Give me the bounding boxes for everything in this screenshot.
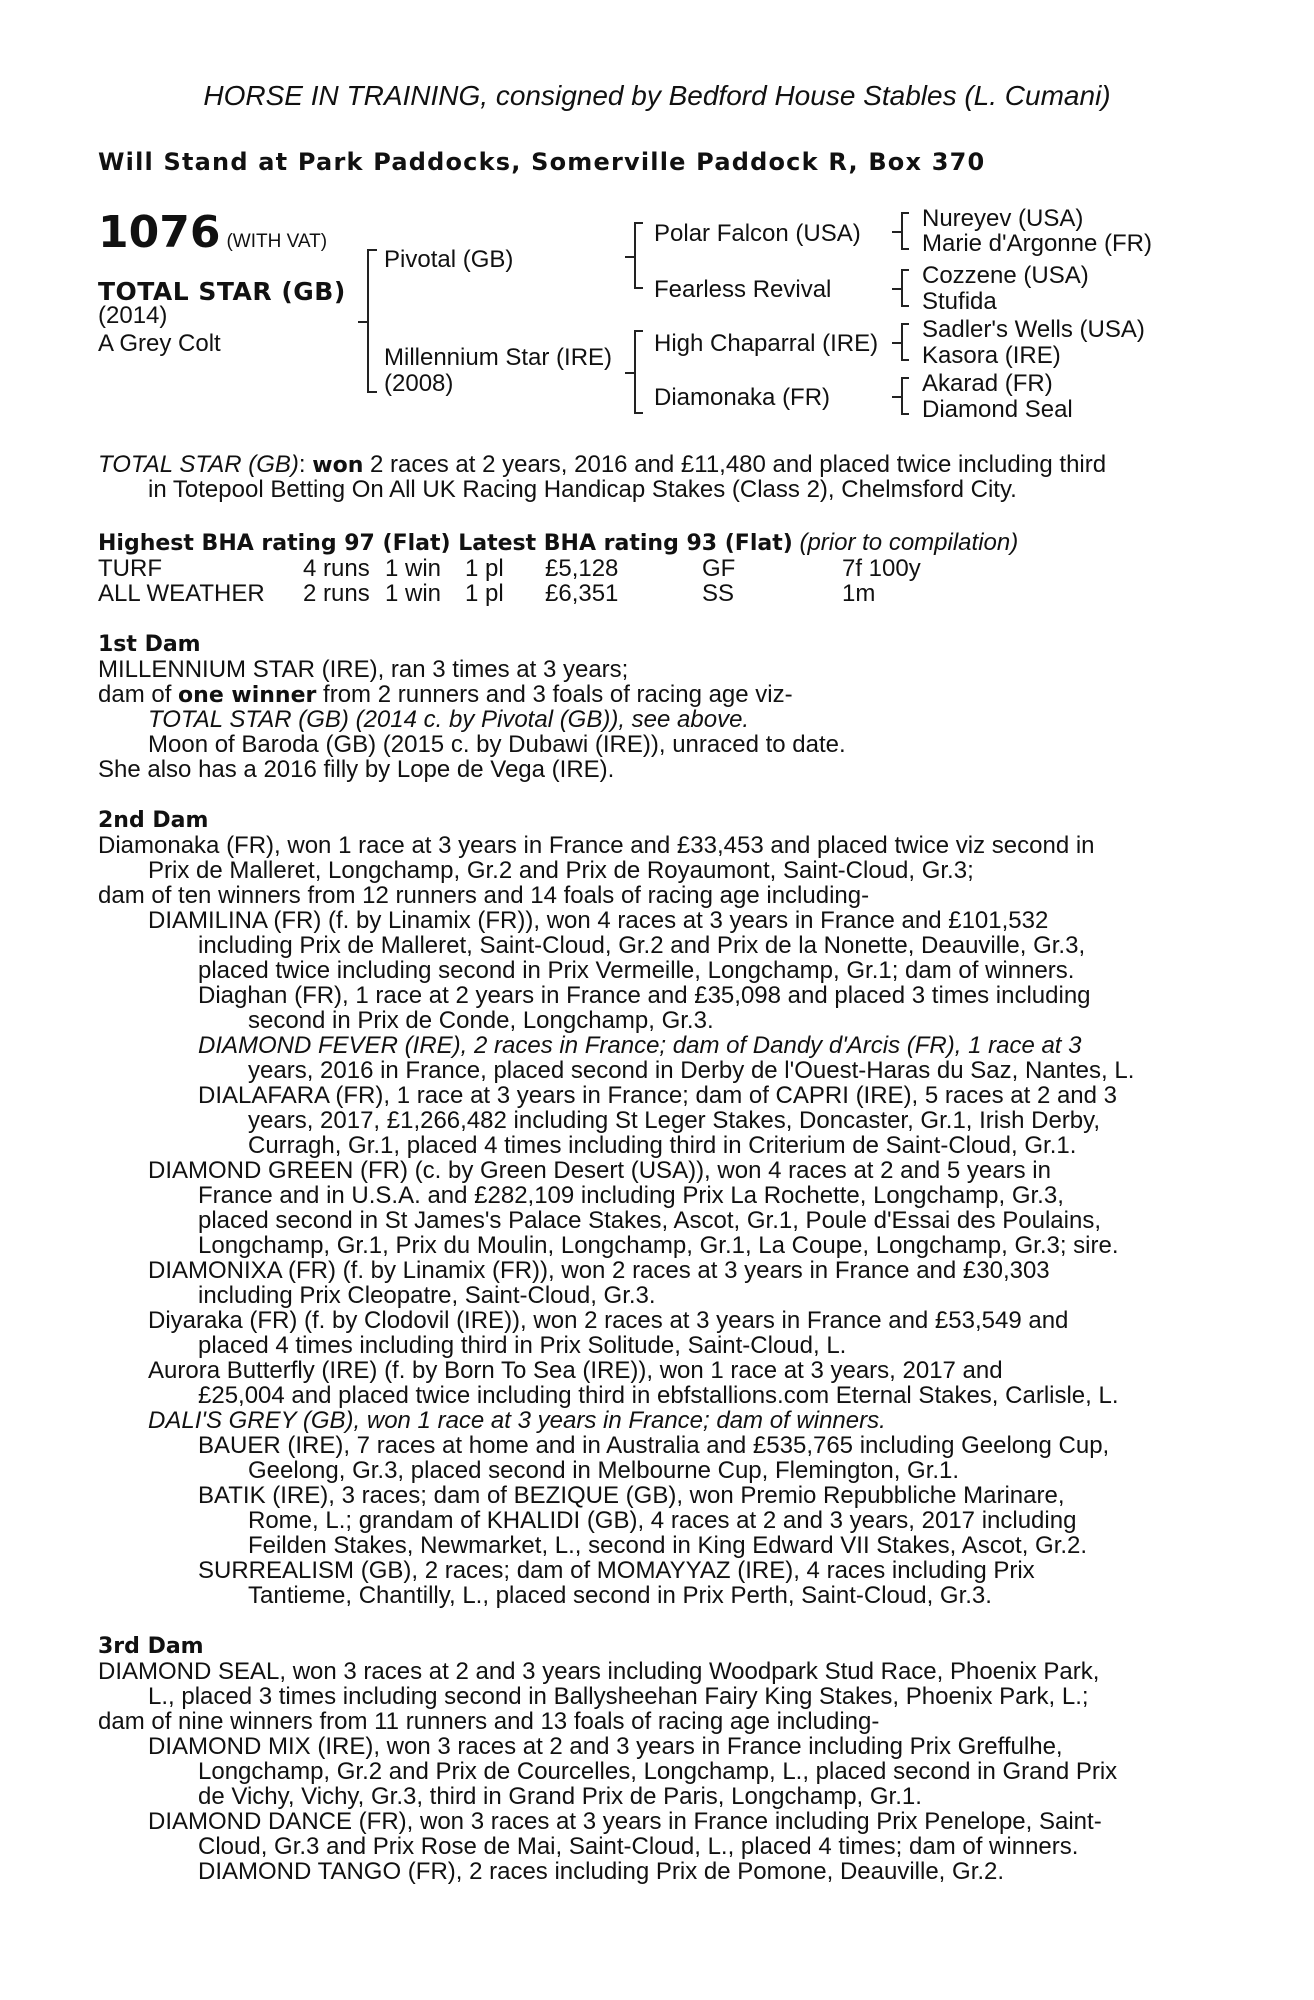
summary-name: TOTAL STAR (GB) [98, 451, 299, 478]
first-dam-line2c: from 2 runners and 3 foals of racing age viz- [316, 681, 793, 708]
pedigree-dam-dam: Diamonaka (FR) [654, 384, 831, 411]
pedigree-ssd: Marie d'Argonne (FR) [922, 230, 1152, 257]
rating-row-turf-runs: 4 runs [303, 555, 370, 582]
summary-line2: in Totepool Betting On All UK Racing Handicap Stakes (Class 2), Chelmsford City. [148, 476, 1017, 503]
pedigree-sire-dam: Fearless Revival [654, 276, 832, 303]
dam2-line: BAUER (IRE), 7 races at home and in Australia and £535,765 including Geelong Cup, [198, 1432, 1110, 1459]
horse-year: (2014) [98, 302, 168, 329]
rating-row-aw-surface: ALL WEATHER [98, 580, 265, 607]
pedigree-brace-dd [901, 377, 909, 415]
rating-row-turf-prize: £5,128 [545, 555, 619, 582]
third-dam-heading: 3rd Dam [98, 1634, 204, 1659]
pedigree-brace-sd [901, 269, 909, 307]
dam2-line: placed twice including second in Prix Vermeille, Longchamp, Gr.1; dam of winners. [198, 957, 1075, 984]
dam2-line: Tantieme, Chantilly, L., placed second in Prix Perth, Saint-Cloud, Gr.3. [248, 1582, 992, 1609]
vat-note: (WITH VAT) [226, 231, 328, 252]
dam3-line: DIAMOND DANCE (FR), won 3 races at 3 years in France including Prix Penelope, Saint- [148, 1808, 1102, 1835]
ratings-note: (prior to compilation) [799, 529, 1019, 556]
pedigree-sds: Cozzene (USA) [922, 262, 1089, 289]
dam2-line: Feilden Stakes, Newmarket, L., second in King Edward VII Stakes, Ascot, Gr.2. [248, 1532, 1088, 1559]
dam2-line: Geelong, Gr.3, placed second in Melbourne Cup, Flemington, Gr.1. [248, 1457, 960, 1484]
pedigree-sire-sire: Polar Falcon (USA) [654, 220, 861, 247]
dam3-line: dam of nine winners from 11 runners and 13 foals of racing age including- [98, 1708, 880, 1735]
dam2-line: Longchamp, Gr.1, Prix du Moulin, Longchamp, Gr.1, La Coupe, Longchamp, Gr.3; sire. [198, 1232, 1119, 1259]
dam2-line: including Prix Cleopatre, Saint-Cloud, Gr.3. [198, 1282, 656, 1309]
dam3-line: de Vichy, Vichy, Gr.3, third in Grand Prix de Paris, Longchamp, Gr.1. [198, 1783, 922, 1810]
dam2-line: Prix de Malleret, Longchamp, Gr.2 and Prix de Royaumont, Saint-Cloud, Gr.3; [148, 857, 974, 884]
lot-number [98, 207, 327, 258]
dam2-line: Rome, L.; grandam of KHALIDI (GB), 4 races at 2 and 3 years, 2017 including [248, 1507, 1077, 1534]
pedigree-ddd: Diamond Seal [922, 396, 1073, 423]
pedigree-brace-dam [634, 330, 643, 414]
first-dam-line1: MILLENNIUM STAR (IRE), ran 3 times at 3 years; [98, 656, 629, 683]
dam2-line: years, 2017, £1,266,482 including St Leger Stakes, Doncaster, Gr.1, Irish Derby, [248, 1107, 1101, 1134]
dam3-line: DIAMOND SEAL, won 3 races at 2 and 3 years including Woodpark Stud Race, Phoenix Park, [98, 1658, 1100, 1685]
rating-row-turf-surface: TURF [98, 555, 162, 582]
dam2-line: Diaghan (FR), 1 race at 2 years in France and £35,098 and placed 3 times including [198, 982, 1091, 1009]
rating-row-aw-runs: 2 runs [303, 580, 370, 607]
pedigree-dss: Sadler's Wells (USA) [922, 316, 1145, 343]
pedigree-dam: Millennium Star (IRE) [384, 344, 613, 371]
rating-row-aw-prize: £6,351 [545, 580, 619, 607]
dam2-line: Diamonaka (FR), won 1 race at 3 years in France and £33,453 and placed twice viz second in [98, 832, 1095, 859]
rating-row-turf-wins: 1 win [385, 555, 442, 582]
rating-row-aw-distance: 1m [842, 580, 876, 607]
first-dam-line2a: dam of [98, 681, 179, 708]
stand-location: Will Stand at Park Paddocks, Somerville Paddock R, Box 370 [98, 148, 986, 176]
dam2-line: BATIK (IRE), 3 races; dam of BEZIQUE (GB), won Premio Repubbliche Marinare, [198, 1482, 1065, 1509]
first-dam-line4: Moon of Baroda (GB) (2015 c. by Dubawi (IRE)), unraced to date. [148, 731, 846, 758]
dam3-line: DIAMOND TANGO (FR), 2 races including Prix de Pomone, Deauville, Gr.2. [198, 1858, 1005, 1885]
dam2-line: including Prix de Malleret, Saint-Cloud, Gr.2 and Prix de la Nonette, Deauville, Gr.3, [198, 932, 1086, 959]
dam2-line: second in Prix de Conde, Longchamp, Gr.3. [248, 1007, 714, 1034]
rating-row-turf-places: 1 pl [465, 555, 504, 582]
second-dam-heading: 2nd Dam [98, 808, 209, 833]
dam2-line: DIAMOND GREEN (FR) (c. by Green Desert (USA)), won 4 races at 2 and 5 years in [148, 1157, 1051, 1184]
dam2-line: placed second in St James's Palace Stakes, Ascot, Gr.1, Poule d'Essai des Poulains, [198, 1207, 1101, 1234]
rating-row-turf-distance: 7f 100y [842, 555, 921, 582]
dam2-line: placed 4 times including third in Prix Solitude, Saint-Cloud, L. [198, 1332, 847, 1359]
dam2-line: DIAMILINA (FR) (f. by Linamix (FR)), won 4 races at 3 years in France and £101,532 [148, 907, 1049, 934]
horse-name: TOTAL STAR (GB) [98, 277, 346, 306]
rating-row-turf-going: GF [702, 555, 736, 582]
pedigree-sss: Nureyev (USA) [922, 205, 1084, 232]
horse-description: A Grey Colt [98, 330, 221, 357]
first-dam-line5: She also has a 2016 filly by Lope de Vega (IRE). [98, 756, 615, 783]
rating-row-aw-going: SS [702, 580, 735, 607]
dam2-line: Diyaraka (FR) (f. by Clodovil (IRE)), won 2 races at 3 years in France and £53,549 and [148, 1307, 1069, 1334]
dam2-line: Curragh, Gr.1, placed 4 times including third in Criterium de Saint-Cloud, Gr.1. [248, 1132, 1077, 1159]
dam2-line: dam of ten winners from 12 runners and 14 foals of racing age including- [98, 882, 870, 909]
first-dam-line3: TOTAL STAR (GB) (2014 c. by Pivotal (GB)), see above. [148, 706, 750, 733]
dam3-line: Cloud, Gr.3 and Prix Rose de Mai, Saint-Cloud, L., placed 4 times; dam of winners. [198, 1833, 1079, 1860]
pedigree-brace-ds [901, 323, 909, 361]
dam2-line: DALI'S GREY (GB), won 1 race at 3 years in France; dam of winners. [148, 1407, 886, 1434]
pedigree-dam-year: (2008) [384, 370, 454, 397]
dam3-line: L., placed 3 times including second in Ballysheehan Fairy King Stakes, Phoenix Park, L.; [148, 1683, 1089, 1710]
ratings-heading: Highest BHA rating 97 (Flat) Latest BHA rating 93 (Flat) [98, 531, 793, 556]
pedigree-dds: Akarad (FR) [922, 370, 1053, 397]
pedigree-sire: Pivotal (GB) [384, 246, 514, 273]
pedigree-brace-ss [901, 212, 909, 250]
pedigree-dam-sire: High Chaparral (IRE) [654, 330, 879, 357]
rating-row-aw-places: 1 pl [465, 580, 504, 607]
first-dam-winners: one winner [178, 683, 317, 708]
dam2-line: Aurora Butterfly (IRE) (f. by Born To Sea (IRE)), won 1 race at 3 years, 2017 and [148, 1357, 1003, 1384]
summary-won: won [312, 453, 364, 478]
dam2-line: DIALAFARA (FR), 1 race at 3 years in France; dam of CAPRI (IRE), 5 races at 2 and 3 [198, 1082, 1118, 1109]
summary-text1: 2 races at 2 years, 2016 and £11,480 and placed twice including third [363, 451, 1107, 478]
pedigree-brace-main [367, 249, 377, 393]
lot-number-value: 1076 [98, 207, 221, 258]
dam2-line: DIAMONIXA (FR) (f. by Linamix (FR)), won 2 races at 3 years in France and £30,303 [148, 1257, 1050, 1284]
pedigree-dsd: Kasora (IRE) [922, 342, 1061, 369]
dam2-line: years, 2016 in France, placed second in Derby de l'Ouest-Haras du Saz, Nantes, L. [248, 1057, 1135, 1084]
race-summary: TOTAL STAR (GB): won 2 races at 2 years, 2016 and £11,480 and placed twice including third [98, 451, 1107, 478]
dam2-line: £25,004 and placed twice including third in ebfstallions.com Eternal Stakes, Carlisle, L. [198, 1382, 1119, 1409]
consignor-header: HORSE IN TRAINING, consigned by Bedford House Stables (L. Cumani) [203, 80, 1111, 111]
pedigree-sdd: Stufida [922, 288, 997, 315]
dam2-line: SURREALISM (GB), 2 races; dam of MOMAYYAZ (IRE), 4 races including Prix [198, 1557, 1035, 1584]
dam2-line: France and in U.S.A. and £282,109 including Prix La Rochette, Longchamp, Gr.3, [198, 1182, 1064, 1209]
first-dam-line2 [98, 682, 1208, 708]
dam3-line: Longchamp, Gr.2 and Prix de Courcelles, Longchamp, L., placed second in Grand Prix [198, 1758, 1118, 1785]
rating-row-aw-wins: 1 win [385, 580, 442, 607]
dam3-line: DIAMOND MIX (IRE), won 3 races at 2 and 3 years in France including Prix Greffulhe, [148, 1733, 1063, 1760]
first-dam-heading: 1st Dam [98, 632, 201, 657]
pedigree-brace-sire [634, 222, 643, 289]
dam2-line: DIAMOND FEVER (IRE), 2 races in France; dam of Dandy d'Arcis (FR), 1 race at 3 [198, 1032, 1082, 1059]
ratings-title [98, 530, 1208, 556]
